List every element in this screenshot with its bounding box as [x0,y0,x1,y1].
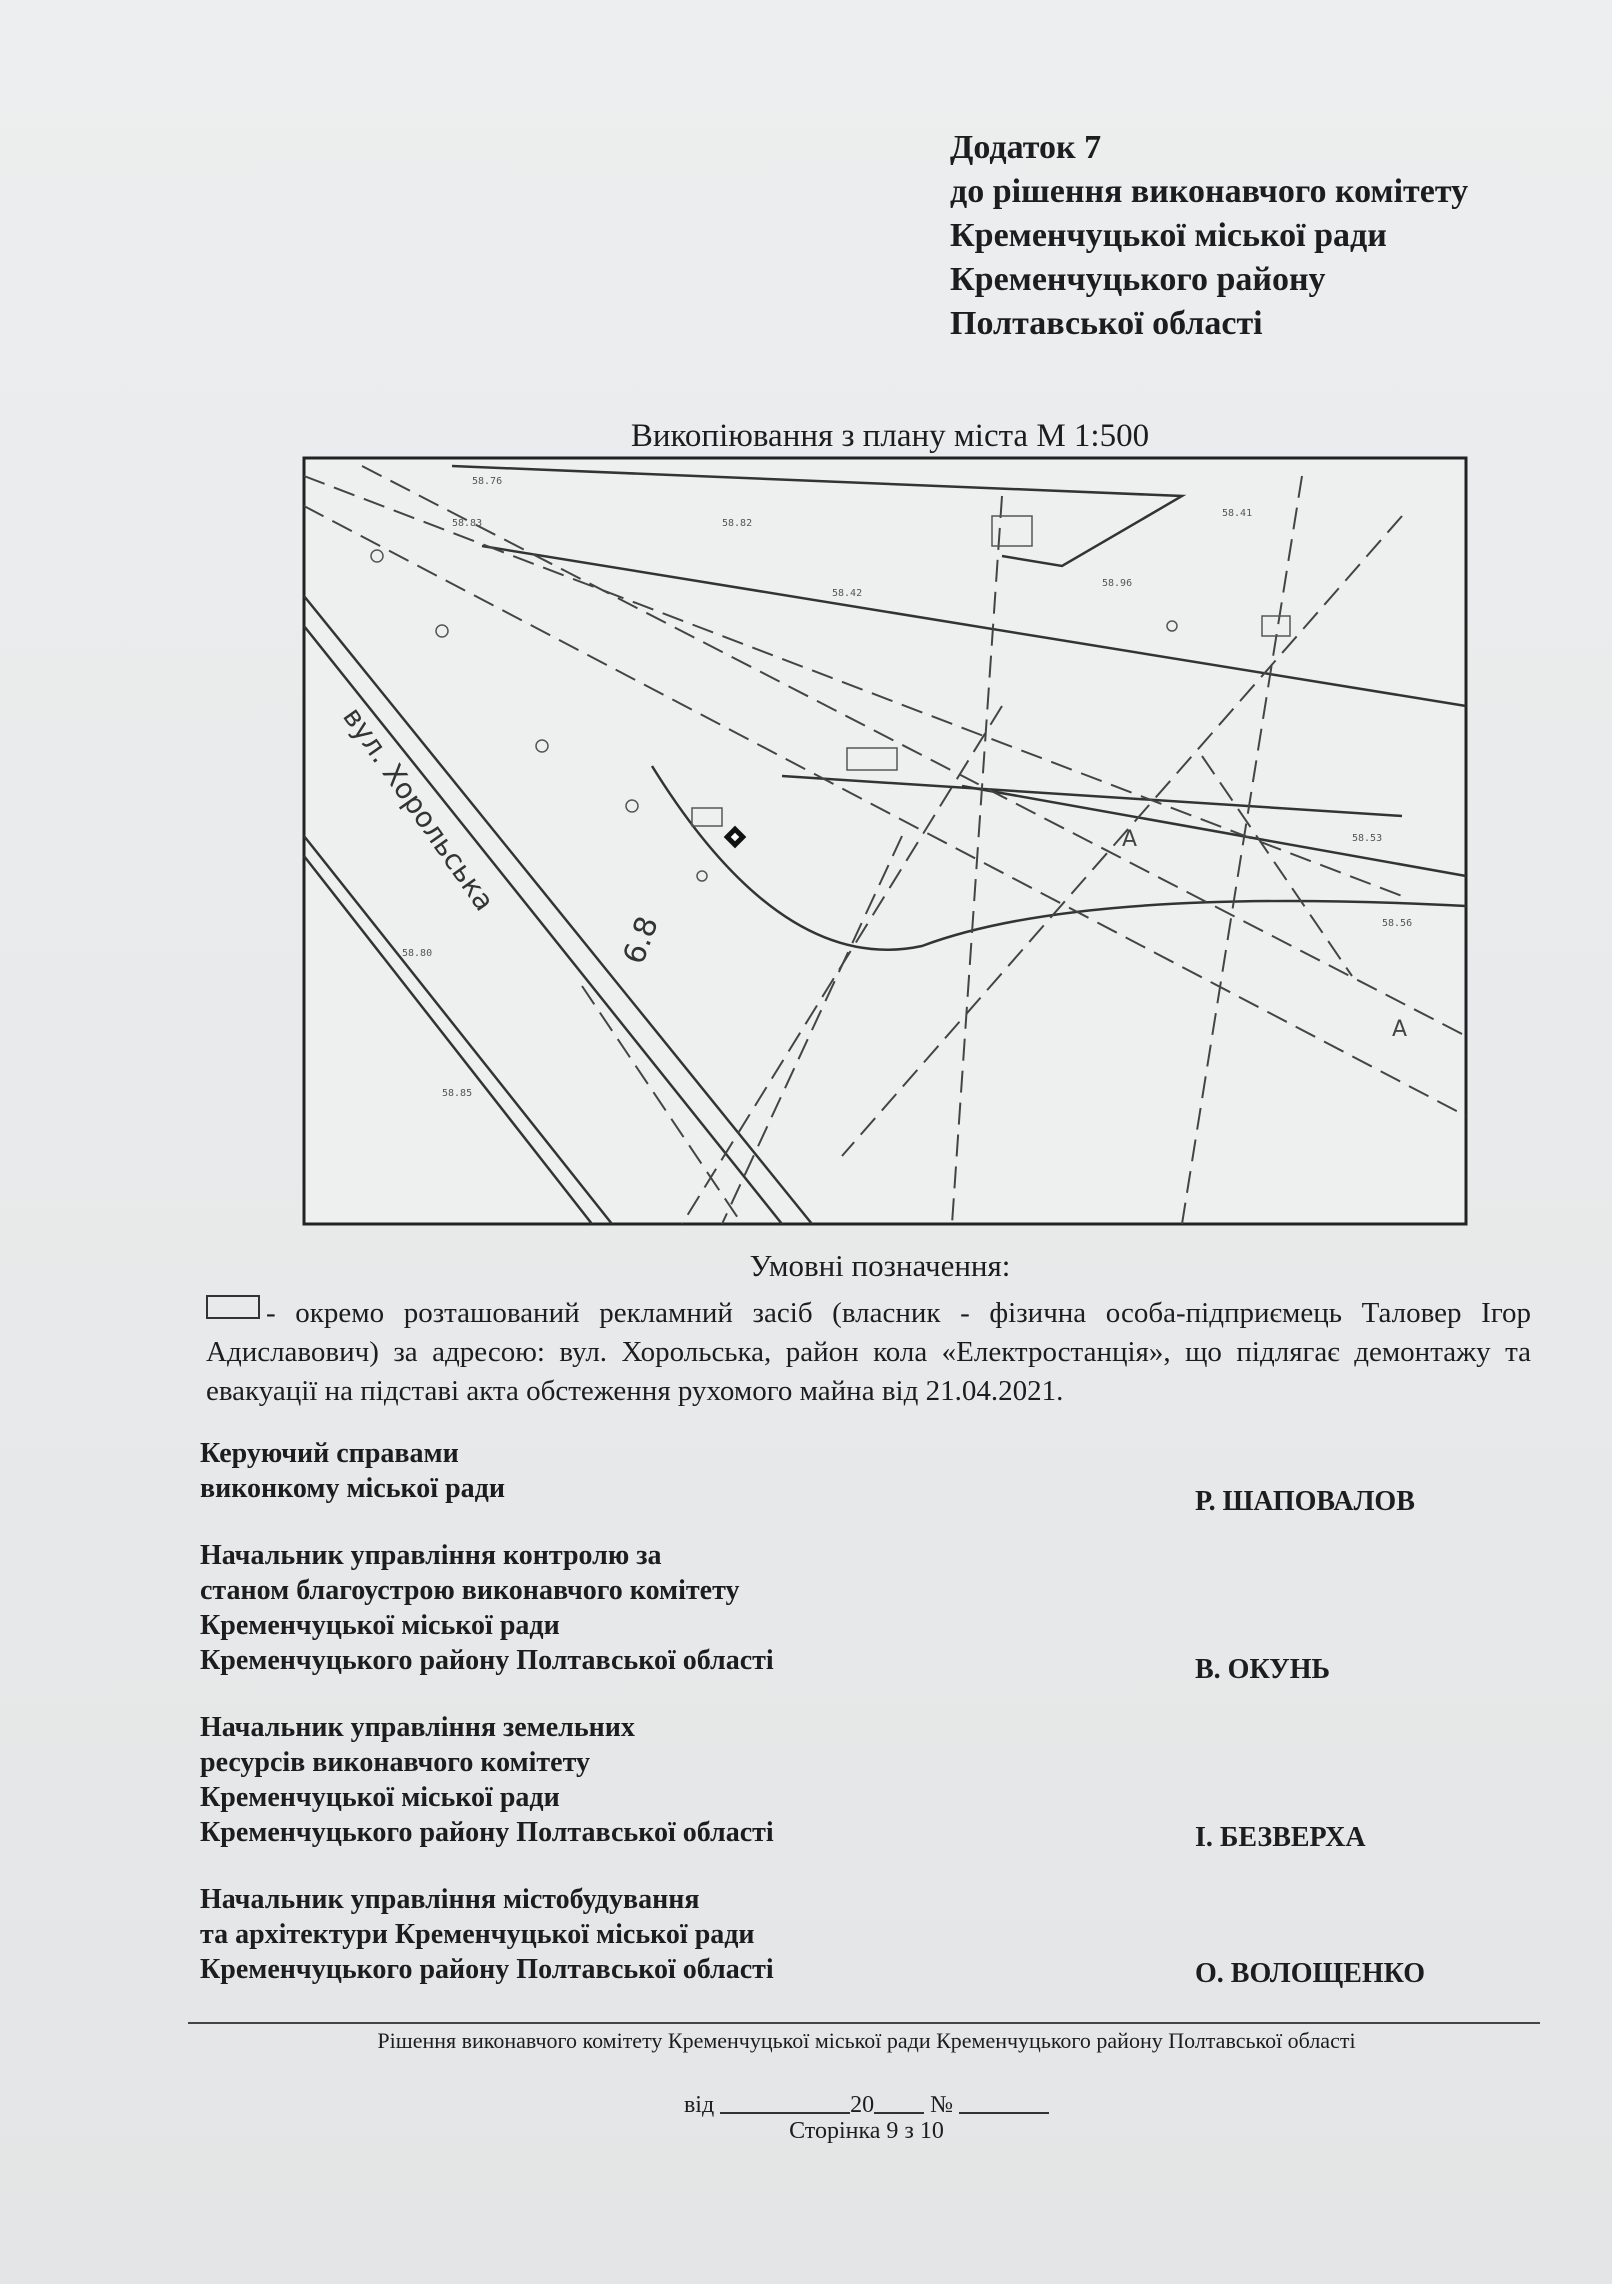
signature-title-line: ресурсів виконавчого комітету [200,1747,590,1778]
footer-decision: Рішення виконавчого комітету Кременчуцької міської ради Кременчуцького району Полтавської області [377,2028,1356,2053]
city-plan-map [302,456,1468,1226]
number-sign: № [930,2092,954,2118]
page-number: Сторінка 9 з 10 [789,2118,944,2144]
svg-text:58.96: 58.96 [1102,578,1133,589]
signature-title [200,1538,774,1678]
signature-title-line: виконкому міської ради [200,1473,505,1504]
footer-divider [188,2022,1540,2024]
appendix-header [950,126,1468,346]
signature-name: О. ВОЛОЩЕНКО [1195,1958,1426,1989]
svg-text:58.41: 58.41 [1222,508,1253,519]
legend-title: Умовні позначення: [749,1248,1011,1283]
year-blank [874,2090,924,2114]
svg-text:58.83: 58.83 [452,518,483,529]
svg-text:58.42: 58.42 [832,588,863,599]
date-prefix: від [683,2092,715,2118]
signature-name: Р. ШАПОВАЛОВ [1195,1486,1415,1517]
signature-title-line: Начальник управління земельних [200,1712,635,1743]
legend-text: - окремо розташований рекламний засіб (власник - фізична особа-підприємець Таловер Ігор Адиславович) за адресою: вул. Хорольська, район кола «Електростанція», що підлягає демонтажу та евакуації на підставі акта обстеження рухомого майна від 21.04.2021. [206,1297,1531,1407]
signature-title-line: Начальник управління містобудування [200,1884,700,1915]
signature-title-line: Кременчуцького району Полтавської області [200,1645,774,1676]
svg-text:58.76: 58.76 [472,476,503,487]
signature-title [200,1710,774,1850]
svg-text:58.80: 58.80 [402,948,433,959]
street-label: вул. Хорольська [336,701,502,917]
date-year: 20 [850,2092,875,2118]
footer-date-line [0,2090,1612,2119]
map-drawing [302,456,1468,1226]
header-line: до рішення виконавчого комітету [950,173,1469,210]
signature-title-line: станом благоустрою виконавчого комітету [200,1575,740,1606]
signature-title-line: Начальник управління контролю за [200,1540,662,1571]
distance-label: 6.8 [616,911,666,969]
svg-text:58.85: 58.85 [442,1088,473,1099]
header-line: Додаток 7 [950,129,1102,166]
header-line: Полтавської області [950,305,1263,342]
signature-title [200,1882,774,1987]
signature-title-line: Кременчуцької міської ради [200,1610,560,1641]
map-title: Викопіювання з плану міста М 1:500 [630,418,1150,454]
billboard-symbol-icon [206,1295,260,1319]
signature-title-line: Кременчуцького району Полтавської області [200,1954,774,1985]
date-blank [720,2090,850,2114]
signature-title-line: Кременчуцького району Полтавської області [200,1817,774,1848]
map-border [304,458,1466,1224]
signature-title-line: та архітектури Кременчуцької міської ради [200,1919,755,1950]
legend-description [206,1294,1531,1411]
svg-text:58.56: 58.56 [1382,918,1413,929]
header-line: Кременчуцької міської ради [950,217,1387,254]
header-line: Кременчуцького району [950,261,1326,298]
area-label: A [1392,1017,1408,1042]
area-label: A [1122,827,1138,852]
number-blank [959,2090,1049,2114]
svg-text:58.53: 58.53 [1352,833,1383,844]
svg-text:58.82: 58.82 [722,518,753,529]
signature-name: В. ОКУНЬ [1195,1654,1331,1685]
signature-title-line: Кременчуцької міської ради [200,1782,560,1813]
signature-title-line: Керуючий справами [200,1438,459,1469]
signature-title [200,1436,505,1506]
signature-name: І. БЕЗВЕРХА [1195,1822,1366,1853]
